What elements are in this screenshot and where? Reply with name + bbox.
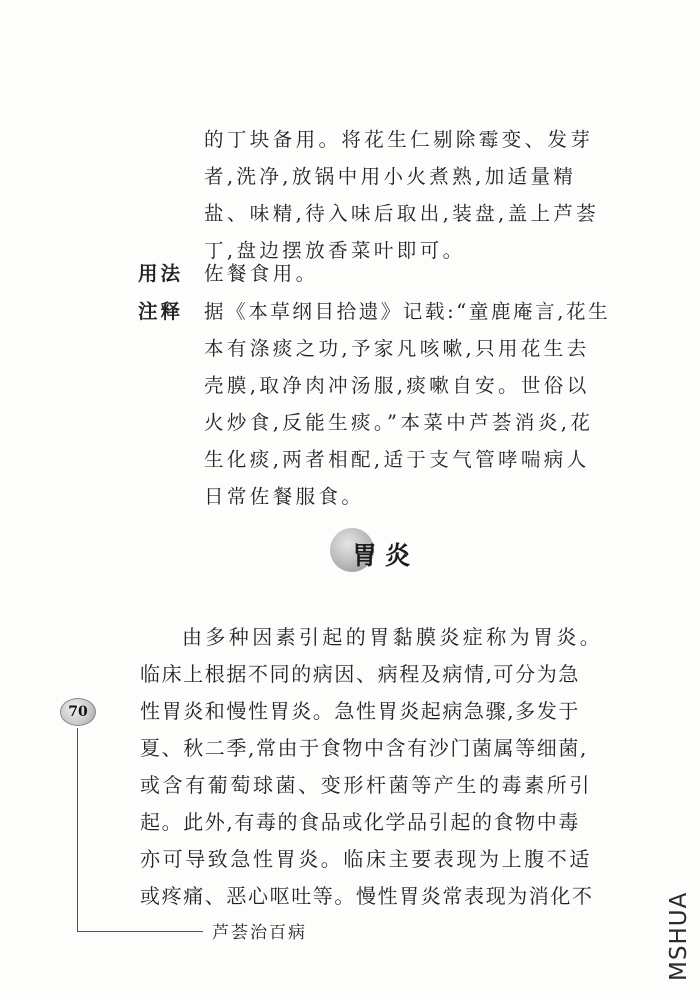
text-line: 火炒食,反能生痰。”本菜中芦荟消炎,花 [204,411,594,434]
watermark-text: MSHUA [666,891,692,981]
text-line: 起。此外,有毒的食品或化学品引起的食物中毒 [140,810,580,834]
text-line: 临床上根据不同的病因、病程及病情,可分为急 [140,662,580,686]
usage-label: 用法 [138,262,184,285]
text-line: 日常佐餐服食。 [204,485,365,508]
text-line: 据《本草纲目拾遗》记载:“童鹿庵言,花生 [204,300,611,323]
text-line: 亦可导致急性胃炎。临床主要表现为上腹不适 [140,847,592,871]
text-line: 或含有葡萄球菌、变形杆菌等产生的毒素所引 [140,773,592,797]
text-line: 或疼痛、恶心呕吐等。慢性胃炎常表现为消化不 [140,884,594,908]
page-number-badge: 70 [60,698,96,726]
margin-rule [77,728,78,932]
text-line: 壳膜,取净肉冲汤服,痰嗽自安。世俗以 [204,374,590,397]
text-line: 的丁块备用。将花生仁剔除霉变、发芽 [204,128,594,151]
footer-book-title: 芦荟治百病 [212,923,307,943]
footer-rule [77,931,203,932]
text-line: 丁,盘边摆放香菜叶即可。 [204,239,466,262]
text-line: 性胃炎和慢性胃炎。急性胃炎起病急骤,多发于 [140,699,580,723]
usage-text: 佐餐食用。 [204,262,319,285]
text-line: 本有涤痰之功,予家凡咳嗽,只用花生去 [204,337,590,360]
text-line: 夏、秋二季,常由于食物中含有沙门菌属等细菌, [140,736,588,760]
notes-label: 注释 [138,300,184,323]
section-heading [330,528,450,574]
text-line: 者,洗净,放锅中用小火煮熟,加适量精 [204,165,577,188]
section-title: 胃炎 [352,541,419,570]
text-line: 生化痰,两者相配,适于支气管哮喘病人 [204,448,590,471]
text-line: 由多种因素引起的胃黏膜炎症称为胃炎。 [182,625,604,649]
text-line: 盐、味精,待入味后取出,装盘,盖上芦荟 [204,202,600,225]
